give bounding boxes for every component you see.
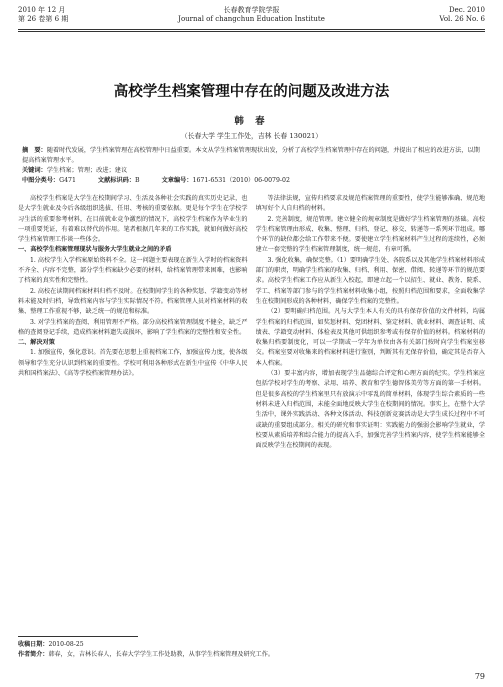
clc-value: G471 <box>59 177 76 184</box>
header-rule <box>18 29 485 30</box>
keywords <box>22 166 481 176</box>
paragraph: 2. 完善制度，规范管理。建立健全的规章制度是做好学生档案管理的基础。高校学生档案管理由形成、收集、整理、归档、登记、移交、转递等一系列环节组成。哪个环节的缺位都会给工作带来不便。要使建立学生档案材料产生过程的连续性，必须建立一套完整的学生档案管理制度，统一规范，有章可循。 <box>255 215 485 254</box>
author-bio-text: 韩春，女，吉林长春人，长春大学学生工作处助教，从事学生档案管理及研究工作。 <box>48 651 274 658</box>
section-heading: 一、高校学生档案管理现状与服务大学生就业之间的矛盾 <box>18 246 172 254</box>
doc-code-value: B <box>135 177 140 184</box>
footnote-rule <box>18 636 138 637</box>
left-column <box>18 194 248 635</box>
author-bio <box>18 650 485 660</box>
clc-label: 中图分类号： <box>22 177 60 184</box>
keywords-label: 关键词： <box>22 167 47 174</box>
doc-code-label: 文献标识码： <box>97 177 136 184</box>
abstract-block <box>22 146 481 186</box>
author-bio-label: 作者简介： <box>18 651 49 658</box>
abstract-label: 摘 要： <box>22 147 47 154</box>
header-center <box>18 6 485 24</box>
journal-name-cn: 长春教育学院学报 <box>223 6 280 14</box>
abstract-text: 随着时代发展，学生档案管理在高校管理中日益重要。本文从学生档案管理现状出发，分析了高校学生档案管理中存在的问题，并提出了相应的改进方法，以期提高档案管理水平。 <box>22 147 480 164</box>
paragraph: 3. 强化收集，确保完整。（1）要明确学生处、各院系以及其他学生档案材料形成部门的职责，明确学生档案的收集、归档、利用、保密、借阅、转递等环节的规范要求。高校学生档案工作应从新生入校起，即建立起一个以招生、就业、教务、院系、学工、档案等部门参与的学生档案材料收集小组，按照归档范围和要求，全面收集学生在校期间形成的各种材料，确保学生档案的完整性。 <box>255 256 485 305</box>
article-no-label: 文章编号： <box>161 177 193 184</box>
document-code <box>98 176 140 186</box>
paragraph: （3）要丰富内容，增加表现学生品德综合评定和心理方面的纪实。学生档案应包括学校对学生的考察、录用、培养、教育和学生德智体美劳等方面的第一手材料。但是很多高校的学生档案里只有放演示中零乱的简单材料，体现学生综合素质的一些材料未进入归档范围，未能全面地反映大学生在校期间的情况。事实上，在整个大学生活中，课外实践活动、各种文体活动、科技创新竞赛活动是大学生成长过程中不可或缺的重要组成部分。相关的研究和事实证明：实践能力的强弱会影响学生就业，学校要从素质培养和综合能力的提高入手，加强完善学生档案内容，使学生档案能够全面反映学生在校期间的表现。 <box>255 370 485 450</box>
author-affiliation: （长春大学 学生工作处，吉林 长春 130021） <box>180 132 323 140</box>
received-date <box>18 640 485 650</box>
header-rule-thin <box>18 31 485 32</box>
article-author: 韩 春 <box>234 116 269 127</box>
abstract <box>22 146 481 166</box>
paragraph: （2）要明确归档范围。凡与大学生本人有关的具有保存价值的文件材料，均属学生档案的归档范围，如奖惩材料、党团材料、鉴定材料、就业材料、调查证明、成绩表、学籍变动材料、体检表及其他可供组织参考或有保存价值的材料。档案材料的收集归档要制度化，可以一学期或一学年为单位由各有关部门按时向学生档案室移交。档案室要对收集来的档案材料进行鉴别，判断其有无保存价值，确定其是否存入本人档案。 <box>255 308 485 367</box>
header-volume: 第 26 卷第 6 期 <box>18 15 69 23</box>
paragraph: 等法律法规，宣传归档要求及规范档案管理的重要性，使学生能够准确、规范地填写好个人自归档的材料。 <box>255 195 485 213</box>
section-heading: 二、解决对策 <box>18 339 55 347</box>
page-number: 79 <box>474 672 485 681</box>
article-title: 高校学生档案管理中存在的问题及改进方法 <box>113 84 390 100</box>
header-right <box>439 6 485 24</box>
body-columns <box>18 194 485 635</box>
received-value: 2010-08-25 <box>48 641 84 648</box>
footnote <box>18 640 485 660</box>
paragraph: 高校学生档案是大学生在校期间学习、生活及各种社会实践的真实历史记录，也是大学生就业及今后各级组织选拔、任用、考核的重要依据。更是每个学生在学校学习生活的重要参考材料，在目前就业竞争激烈的情况下，高校学生档案作为毕业生的一项重要凭证，有着难以替代的作用。笔者根据几年来的工作实践，就如何做好高校学生档案管理工作谈一些体会。 <box>18 195 248 244</box>
paragraph: 2. 高校在读期间档案材料归档不及时。在校期间学生的各种奖惩、学籍变动等材料未能及时归档，导致档案内容与学生实际情况不符。档案管理人员对档案材料的收集、整理工作重视不够，缺乏统一的规范和标准。 <box>18 287 248 316</box>
paragraph: 3. 对学生档案的查阅、利用管理不严格。部分高校档案管理制度不健全，缺乏严格的查阅登记手续，造成档案材料遗失或损坏，影响了学生档案的完整性和安全性。 <box>18 318 248 336</box>
paragraph: 1. 加强宣传，强化意识。首先要在思想上重视档案工作，加强宣传力度，使各级领导和学生充分认识到档案的重要性。学校可利用各种形式在新生中宣传《中华人民共和国档案法》、《高等学校档案管理办法》。 <box>18 349 248 378</box>
right-column <box>256 194 486 635</box>
received-label: 收稿日期： <box>18 641 49 648</box>
paragraph: 1. 高校学生入学档案原始资料不全。这一问题主要表现在新生入学时的档案资料不齐全、内容不完整，部分学生档案缺少必要的材料，给档案管理带来困难，也影响了档案的真实性和完整性。 <box>18 256 248 285</box>
keywords-text: 学生档案；管理；改进；建议 <box>46 167 128 174</box>
article-no-value: 1671-6531（2010）06-0079-02 <box>192 177 290 184</box>
header-date-en: Dec. 2010 <box>449 6 485 14</box>
classification-line <box>22 176 481 186</box>
header-volume-en: Vol. 26 No. 6 <box>439 15 485 23</box>
header-date: 2010 年 12 月 <box>18 6 66 14</box>
journal-name-en: Journal of changchun Education Institute <box>178 15 325 23</box>
clc-number <box>22 176 76 186</box>
article-number <box>162 176 290 186</box>
